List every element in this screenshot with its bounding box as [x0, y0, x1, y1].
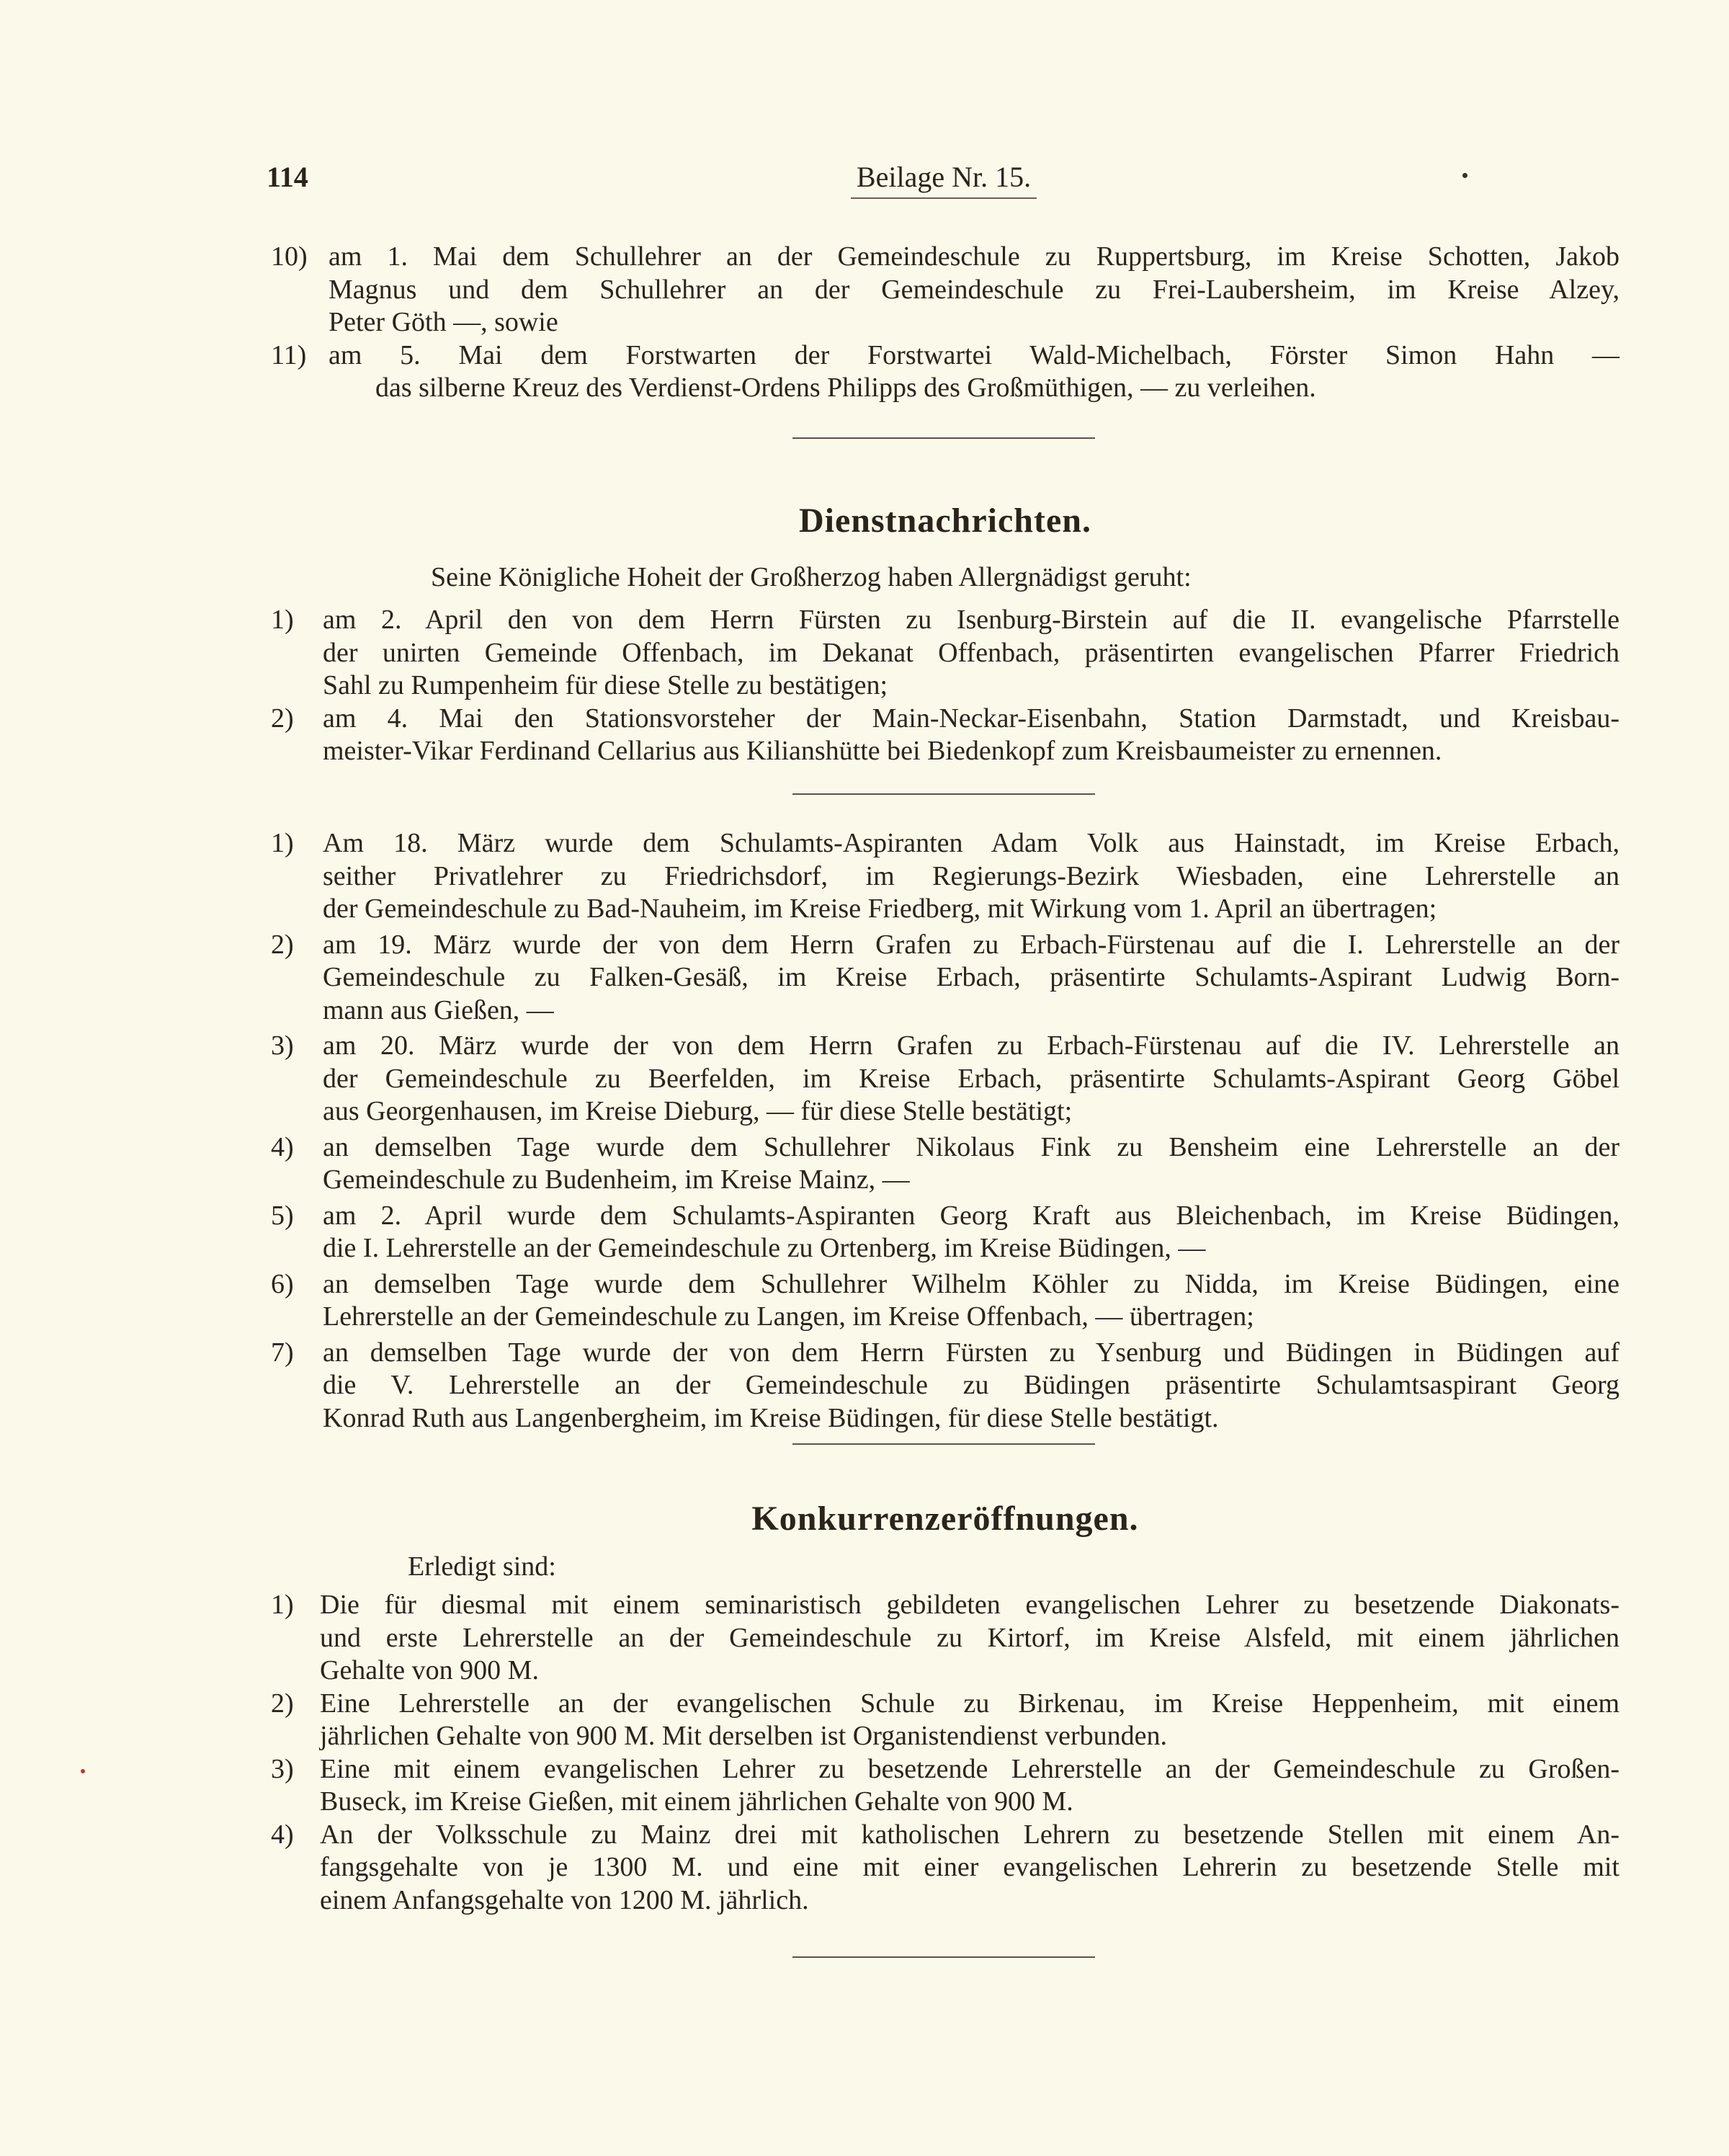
- text-line: meister-Vikar Ferdinand Cellarius aus Kilianshütte bei Biedenkopf zum Kreisbaumeister zu ernennen.: [323, 736, 1442, 766]
- list-item: [271, 241, 1619, 339]
- list-item: [271, 1268, 1619, 1334]
- text-line: fangsgehalte von je 1300 M. und eine mit einer evangelischen Lehrerin zu besetzende Stelle mit: [320, 1852, 1619, 1882]
- item-number: 3): [271, 1030, 294, 1061]
- item-number: 7): [271, 1337, 294, 1368]
- text-line: mann aus Gießen, —: [323, 994, 554, 1025]
- text-line: Magnus und dem Schullehrer an der Gemeindeschule zu Frei-Laubersheim, im Kreise Alzey,: [329, 274, 1619, 305]
- divider: [792, 1443, 1095, 1445]
- text-line: und erste Lehrerstelle an der Gemeindeschule zu Kirtorf, im Kreise Alsfeld, mit einem jährlichen: [320, 1622, 1619, 1653]
- dienst-list: [271, 604, 1619, 768]
- text-line: am 19. März wurde der von dem Herrn Grafen zu Erbach-Fürstenau auf die I. Lehrerstelle an der: [323, 929, 1619, 960]
- ink-mark: [81, 1769, 85, 1773]
- divider: [792, 437, 1095, 439]
- list-item: [271, 1030, 1619, 1128]
- divider: [792, 1956, 1095, 1958]
- text-line: Eine mit einem evangelischen Lehrer zu besetzende Lehrerstelle an der Gemeindeschule zu Großen-: [320, 1753, 1619, 1784]
- item-number: 5): [271, 1200, 294, 1231]
- text-line: einem Anfangsgehalte von 1200 M. jährlich.: [320, 1884, 809, 1915]
- list-item: [271, 929, 1619, 1028]
- vacancies-list: [271, 1589, 1619, 1917]
- text-line: seither Privatlehrer zu Friedrichsdorf, im Regierungs-Bezirk Wiesbaden, eine Lehrerstelle an: [323, 860, 1619, 891]
- ink-dot: [1462, 173, 1467, 178]
- text-line: an demselben Tage wurde der von dem Herrn Fürsten zu Ysenburg und Büdingen in Büdingen auf: [323, 1337, 1619, 1368]
- list-item: [271, 1819, 1619, 1917]
- list-item: [271, 1131, 1619, 1197]
- section-heading: Dienstnachrichten.: [799, 502, 1091, 540]
- text-line: der Gemeindeschule zu Beerfelden, im Kreise Erbach, präsentirte Schulamts-Aspirant Georg Göbel: [323, 1063, 1619, 1094]
- orders-list: [271, 241, 1619, 405]
- text-line: Lehrerstelle an der Gemeindeschule zu Langen, im Kreise Offenbach, — übertragen;: [323, 1301, 1254, 1332]
- item-number: 4): [271, 1819, 294, 1850]
- section-heading: Konkurrenzeröffnungen.: [751, 1500, 1139, 1538]
- text-line: am 5. Mai dem Forstwarten der Forstwartei Wald-Michelbach, Förster Simon Hahn —: [329, 339, 1619, 370]
- item-number: 2): [271, 1688, 294, 1719]
- text-line: Gemeindeschule zu Budenheim, im Kreise Mainz, —: [323, 1164, 910, 1195]
- page-number: 114: [267, 161, 308, 193]
- text-line: der Gemeindeschule zu Bad-Nauheim, im Kreise Friedberg, mit Wirkung vom 1. April an übertragen;: [323, 894, 1437, 924]
- item-number: 4): [271, 1131, 294, 1162]
- item-number: 6): [271, 1268, 294, 1299]
- text-line: Gehalte von 900 M.: [320, 1655, 539, 1685]
- list-item: [271, 1337, 1619, 1435]
- list-item: [271, 1753, 1619, 1819]
- list-item: [271, 1589, 1619, 1688]
- item-number: 2): [271, 703, 294, 734]
- text-line: Eine Lehrerstelle an der evangelischen Schule zu Birkenau, im Kreise Heppenheim, mit einem: [320, 1688, 1619, 1719]
- item-number: 10): [271, 241, 308, 272]
- text-line: Die für diesmal mit einem seminaristisch gebildeten evangelischen Lehrer zu besetzende Diakonats-: [320, 1590, 1619, 1620]
- text-line: Buseck, im Kreise Gießen, mit einem jährlichen Gehalte von 900 M.: [320, 1786, 1073, 1817]
- list-item: [271, 604, 1619, 703]
- text-line: Am 18. März wurde dem Schulamts-Aspiranten Adam Volk aus Hainstadt, im Kreise Erbach,: [323, 828, 1619, 858]
- text-line: am 20. März wurde der von dem Herrn Grafen zu Erbach-Fürstenau auf die IV. Lehrerstelle an: [323, 1030, 1619, 1061]
- item-number: 11): [271, 339, 307, 370]
- text-line: die I. Lehrerstelle an der Gemeindeschule zu Ortenberg, im Kreise Büdingen, —: [323, 1233, 1206, 1263]
- divider: [792, 793, 1095, 795]
- list-item: [271, 339, 1619, 405]
- list-item: [271, 827, 1619, 926]
- text-line: am 4. Mai den Stationsvorsteher der Main-Neckar-Eisenbahn, Station Darmstadt, und Kreisbau-: [323, 703, 1619, 734]
- item-number: 1): [271, 605, 294, 635]
- section-intro: Erledigt sind:: [408, 1551, 556, 1582]
- text-line: die V. Lehrerstelle an der Gemeindeschule zu Büdingen präsentirte Schulamtsaspirant Georg: [323, 1370, 1619, 1400]
- item-number: 2): [271, 929, 294, 960]
- item-number: 3): [271, 1753, 294, 1784]
- item-number: 1): [271, 828, 294, 858]
- item-number: 1): [271, 1590, 294, 1620]
- running-title: Beilage Nr. 15.: [267, 160, 1621, 194]
- text-line: Konrad Ruth aus Langenbergheim, im Kreise Büdingen, für diese Stelle bestätigt.: [323, 1402, 1219, 1433]
- text-line: am 2. April den von dem Herrn Fürsten zu Isenburg-Birstein auf die II. evangelische Pfarrstelle: [323, 605, 1619, 635]
- list-item: [271, 703, 1619, 768]
- text-line: an demselben Tage wurde dem Schullehrer Nikolaus Fink zu Bensheim eine Lehrerstelle an der: [323, 1131, 1619, 1162]
- text-line: am 2. April wurde dem Schulamts-Aspiranten Georg Kraft aus Bleichenbach, im Kreise Büdingen,: [323, 1200, 1619, 1231]
- text-line: am 1. Mai dem Schullehrer an der Gemeindeschule zu Ruppertsburg, im Kreise Schotten, Jakob: [329, 241, 1619, 272]
- section-intro: Seine Königliche Hoheit der Großherzog haben Allergnädigst geruht:: [431, 562, 1192, 592]
- page-header: [267, 160, 1621, 196]
- school-appointments-list: [271, 827, 1619, 1435]
- text-line: Peter Göth —, sowie: [329, 307, 558, 337]
- text-line: Sahl zu Rumpenheim für diese Stelle zu bestätigen;: [323, 670, 888, 700]
- list-item: [271, 1688, 1619, 1753]
- text-line: der unirten Gemeinde Offenbach, im Dekanat Offenbach, präsentirten evangelischen Pfarrer Friedrich: [323, 637, 1619, 668]
- list-item: [271, 1200, 1619, 1265]
- text-line: das silberne Kreuz des Verdienst-Ordens Philipps des Großmüthigen, — zu verleihen.: [375, 373, 1316, 403]
- text-line: Gemeindeschule zu Falken-Gesäß, im Kreise Erbach, präsentirte Schulamts-Aspirant Ludwig Born-: [323, 962, 1619, 992]
- text-line: an demselben Tage wurde dem Schullehrer Wilhelm Köhler zu Nidda, im Kreise Büdingen, eine: [323, 1268, 1619, 1299]
- text-line: An der Volksschule zu Mainz drei mit katholischen Lehrern zu besetzende Stellen mit einem An-: [320, 1819, 1619, 1850]
- text-line: jährlichen Gehalte von 900 M. Mit derselben ist Organistendienst verbunden.: [320, 1721, 1167, 1751]
- text-line: aus Georgenhausen, im Kreise Dieburg, — für diese Stelle bestätigt;: [323, 1096, 1073, 1126]
